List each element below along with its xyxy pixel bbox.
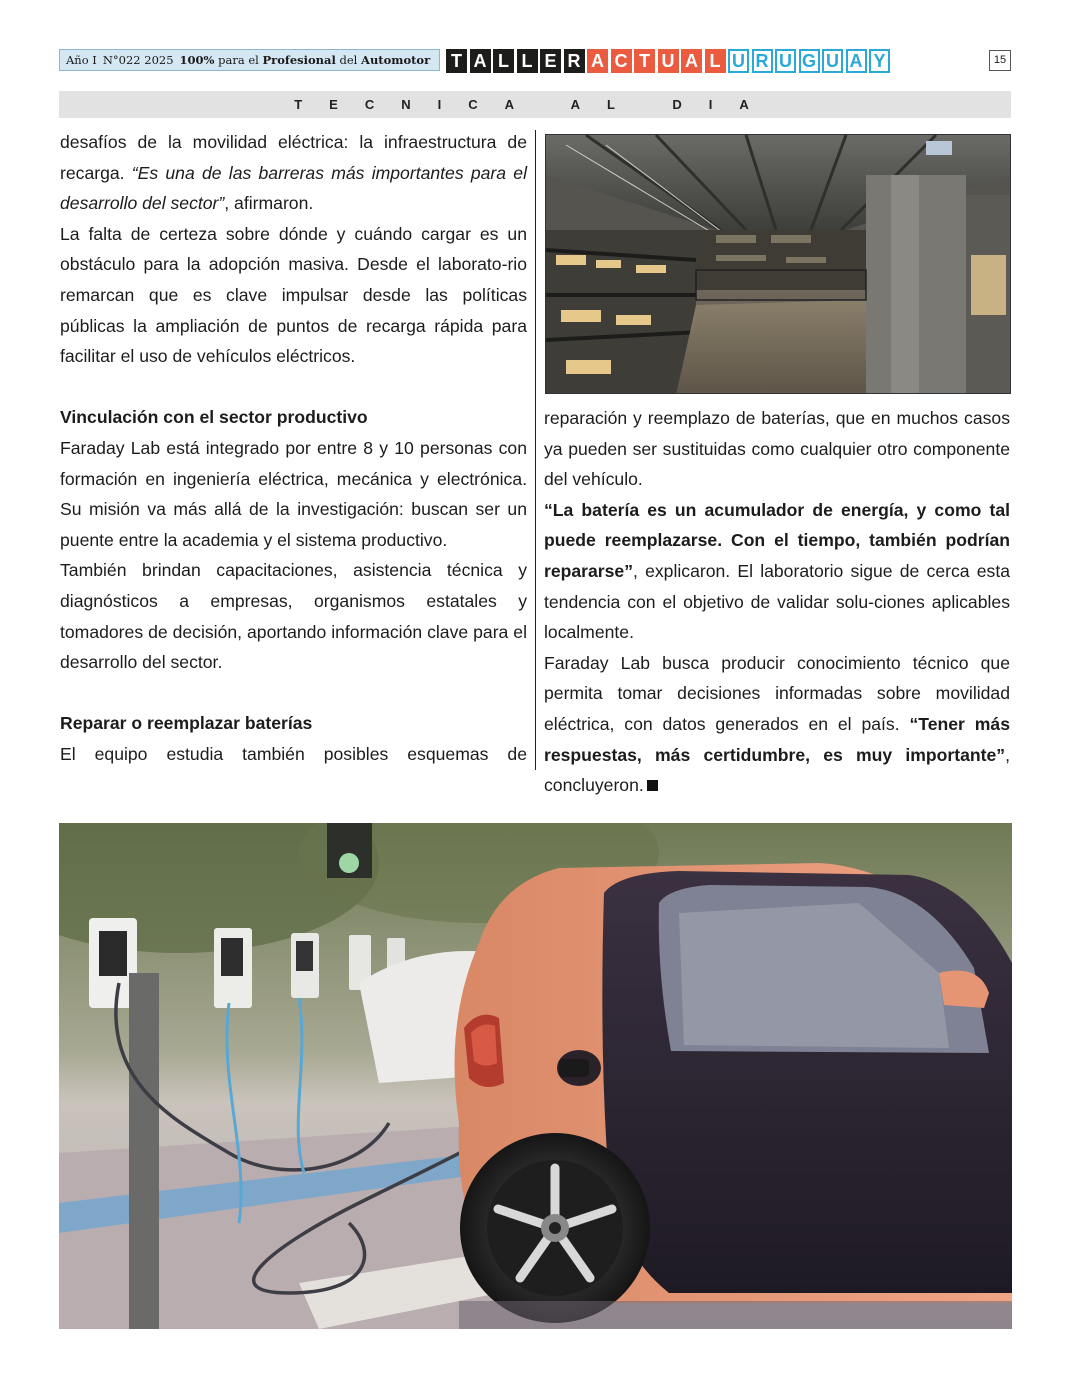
quote: “Es una de las barreras más importantes para el desarrollo del sector” xyxy=(60,162,527,214)
section-heading: Reparar o reemplazar baterías xyxy=(60,713,313,734)
paragraph-text: , explicaron. El laboratorio sigue de cerca esta tendencia con el objetivo de validar solu-ciones aplicables localmente. xyxy=(544,560,1010,643)
column-divider xyxy=(535,130,536,770)
paragraph xyxy=(60,127,527,219)
issue-volume: Año I xyxy=(66,53,97,67)
quote: “La batería es un acumulador de energía, y como tal puede reemplazarse. Con el tiempo, también podrían repararse” xyxy=(544,499,1010,581)
paragraph-text: Faraday Lab busca producir conocimiento técnico que permita tomar decisiones informadas sobre movilidad eléctrica, con datos generados en el país. xyxy=(544,652,1010,734)
tagline-profesional: Profesional xyxy=(262,53,336,67)
paragraph xyxy=(544,648,1010,801)
paragraph: También brindan capacitaciones, asistencia técnica y diagnósticos a empresas, organismos estatales y tomadores de decisión, aportando información clave para el desarrollo del sector. xyxy=(60,560,527,673)
logo-letter: A xyxy=(587,49,608,73)
paragraph: La falta de certeza sobre dónde y cuándo cargar es un obstáculo para la adopción masiva. Desde el laborato-rio remarcan que es clave impulsar desde las políticas públicas la ampliación de puntos de recarga rápida para facilitar el uso de vehículos eléctricos. xyxy=(60,223,527,367)
logo-letter: R xyxy=(564,49,585,73)
logo-letter: R xyxy=(752,49,773,73)
logo-letter: U xyxy=(775,49,796,73)
left-column xyxy=(60,127,527,769)
end-of-article-mark xyxy=(647,780,658,791)
logo-letter: L xyxy=(705,49,726,73)
logo-letter: A xyxy=(681,49,702,73)
publication-logo xyxy=(446,49,893,73)
quote: “Tener más respuestas, más certidumbre, es muy importante” xyxy=(544,713,1010,765)
right-column xyxy=(544,403,1010,801)
logo-letter: A xyxy=(846,49,867,73)
tagline-para: para el xyxy=(218,53,259,67)
electric-car-charging-photo xyxy=(59,823,1012,1329)
tagline-automotor: Automotor xyxy=(361,53,431,67)
paragraph: El equipo estudia también posibles esquemas de xyxy=(60,743,527,764)
issue-info-box xyxy=(59,49,440,71)
paragraph xyxy=(544,495,1010,648)
logo-letter: L xyxy=(493,49,514,73)
tagline-percent: 100% xyxy=(179,53,215,67)
logo-letter: U xyxy=(728,49,749,73)
logo-letter: T xyxy=(446,49,467,73)
tagline-del: del xyxy=(339,53,358,67)
paragraph: Faraday Lab está integrado por entre 8 y 10 personas con formación en ingeniería eléctrica, mecánica y electrónica. Su misión va más allá de la investigación: buscan ser un puente entre la academia y el sistema productivo. xyxy=(60,437,527,550)
logo-letter: G xyxy=(799,49,820,73)
logo-letter: U xyxy=(658,49,679,73)
logo-letter: L xyxy=(517,49,538,73)
paragraph: reparación y reemplazo de baterías, que en muchos casos ya pueden ser sustituidas como cualquier otro componente del vehículo. xyxy=(544,408,1010,490)
logo-letter: T xyxy=(634,49,655,73)
page-number: 15 xyxy=(989,50,1011,71)
logo-letter: A xyxy=(470,49,491,73)
laboratory-interior-photo xyxy=(545,134,1011,394)
logo-letter: Y xyxy=(869,49,890,73)
paragraph-text: , afirmaron. xyxy=(224,193,314,214)
paragraph-text: , concluyeron. xyxy=(544,744,1010,796)
paragraph-text: desafíos de la movilidad eléctrica: la infraestructura de recarga. xyxy=(60,132,527,183)
section-heading: Vinculación con el sector productivo xyxy=(60,407,368,428)
logo-letter: E xyxy=(540,49,561,73)
section-title: TECNICA AL DIA xyxy=(59,91,1011,118)
issue-number: N°022 2025 xyxy=(102,53,174,67)
logo-letter: U xyxy=(822,49,843,73)
logo-letter: C xyxy=(611,49,632,73)
